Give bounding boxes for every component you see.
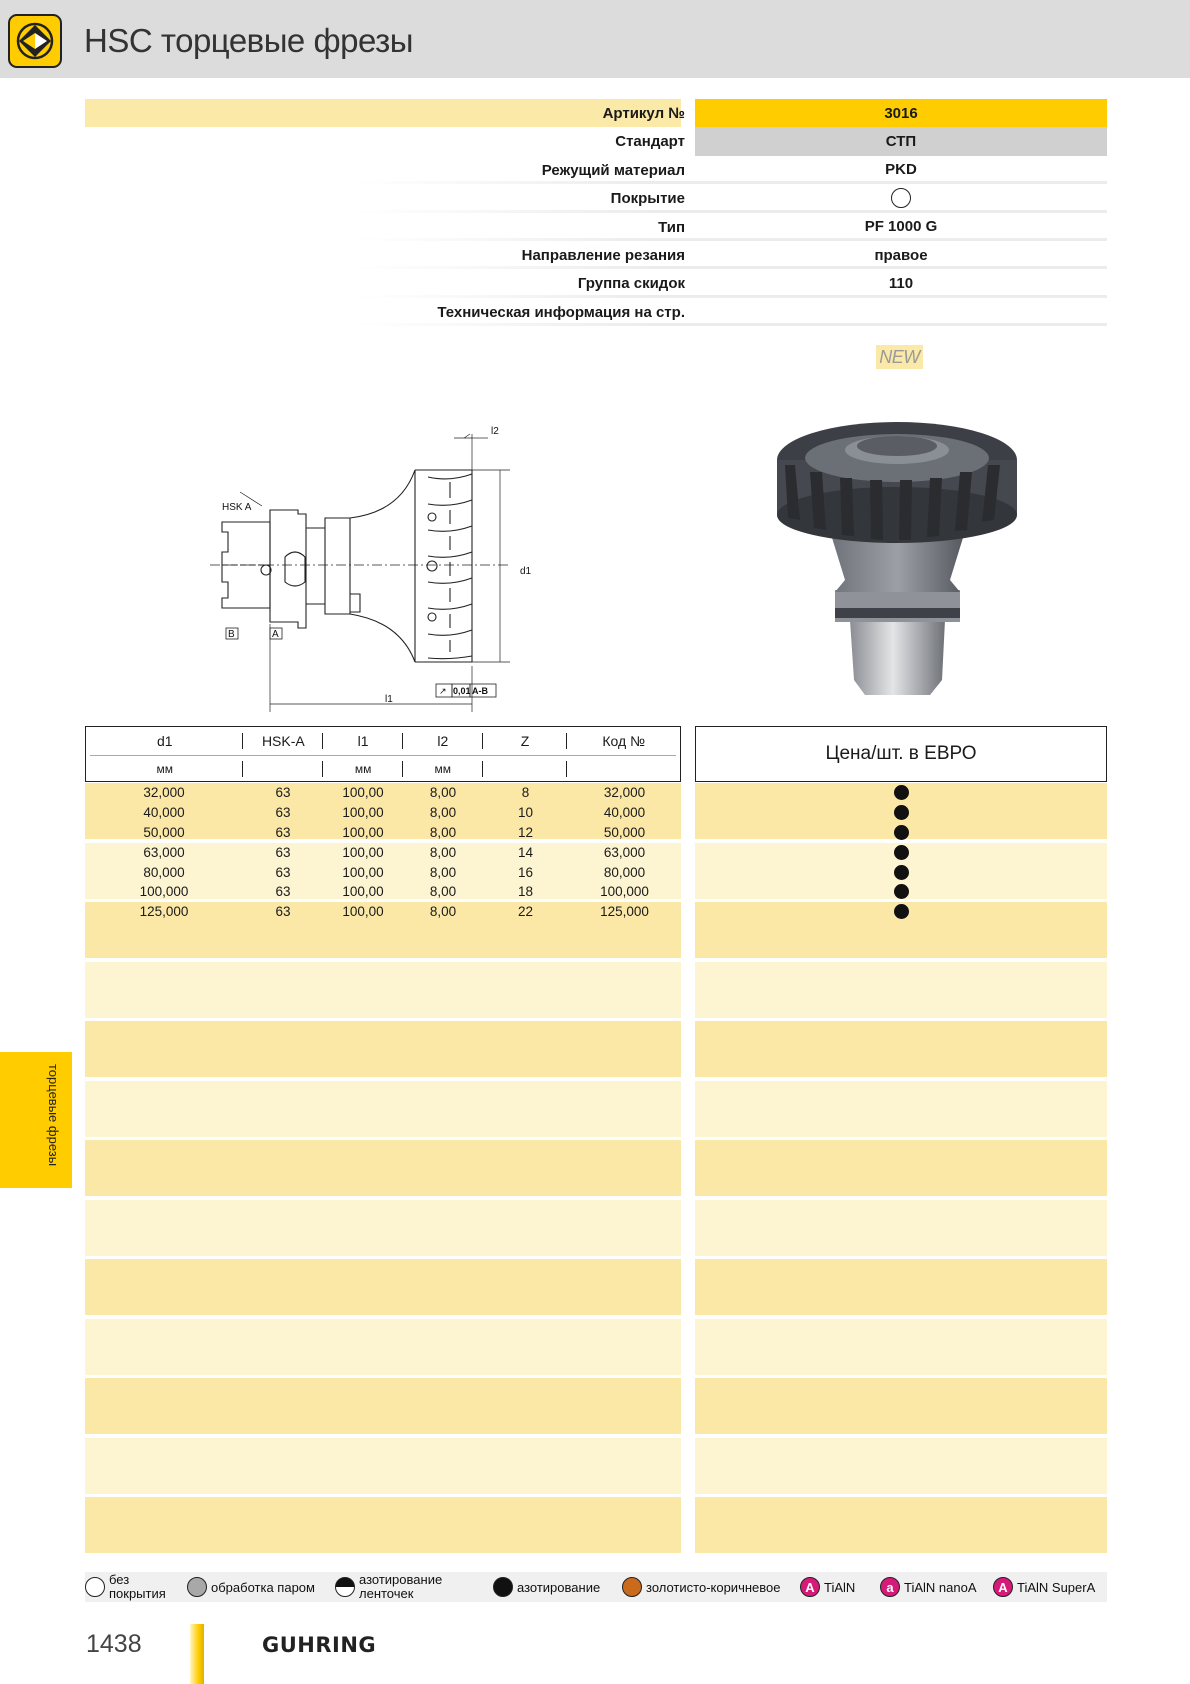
spec-row-standard xyxy=(85,127,1107,155)
spec-value: PKD xyxy=(885,161,917,179)
table-cell: 40,000 xyxy=(603,805,646,821)
table-cell: 100,000 xyxy=(139,884,189,900)
availability-row xyxy=(695,882,1107,902)
table-band xyxy=(695,1140,1107,1196)
table-cell: 100,00 xyxy=(342,785,384,801)
badge-A-icon: A xyxy=(993,1577,1013,1597)
table-cell: 80,000 xyxy=(143,864,185,880)
page-title: HSC торцевые фрезы xyxy=(84,22,413,59)
spec-value: PF 1000 G xyxy=(864,218,938,236)
footer-accent-bar xyxy=(190,1624,204,1684)
availability-row xyxy=(695,803,1107,823)
table-cell: 63 xyxy=(275,884,291,900)
table-cell: 32,000 xyxy=(603,785,646,801)
column-unit: мм xyxy=(86,755,243,783)
table-row xyxy=(85,862,681,882)
spec-value: 110 xyxy=(888,275,914,293)
table-cell: 8,00 xyxy=(429,785,457,801)
table-band xyxy=(85,1081,681,1137)
badge-A-icon: A xyxy=(800,1577,820,1597)
table-cell: 100,00 xyxy=(342,864,384,880)
spec-label: Режущий материал xyxy=(541,161,685,179)
table-cell: 50,000 xyxy=(603,824,646,840)
available-dot-icon xyxy=(894,785,909,800)
table-cell: 100,000 xyxy=(600,884,649,900)
table-row xyxy=(85,882,681,902)
table-cell: 8 xyxy=(521,785,530,801)
available-dot-icon xyxy=(894,884,909,899)
table-cell: 12 xyxy=(517,824,534,840)
spec-value: правое xyxy=(874,246,928,264)
availability-row xyxy=(695,842,1107,862)
table-row xyxy=(85,783,681,803)
legend-label: TiAlN SuperA xyxy=(1017,1579,1096,1595)
table-cell: 63 xyxy=(275,864,291,880)
column-unit: мм xyxy=(323,755,403,783)
guhring-logo-icon xyxy=(8,14,62,68)
table-band xyxy=(85,1497,681,1553)
legend-label: TiAlN xyxy=(824,1579,856,1595)
hsk-label: HSK A xyxy=(222,502,252,513)
table-cell: 8,00 xyxy=(429,805,457,821)
legend-label: азотирование ленточек xyxy=(359,1572,443,1601)
table-cell: 14 xyxy=(517,844,534,860)
table-cell: 100,00 xyxy=(342,884,384,900)
spec-label: Тип xyxy=(658,218,685,236)
table-row xyxy=(85,823,681,843)
spec-value: СТП xyxy=(695,127,1107,155)
legend-label: золотисто-коричневое xyxy=(646,1579,781,1595)
legend-label: обработка паром xyxy=(211,1579,315,1595)
table-band xyxy=(695,1081,1107,1137)
column-header: Код № xyxy=(602,733,646,749)
section-tab-label: торцевые фрезы xyxy=(46,1064,61,1167)
column-unit xyxy=(243,755,323,783)
table-cell: 100,00 xyxy=(342,824,384,840)
l1-label: l1 xyxy=(385,694,393,705)
column-unit: мм xyxy=(403,755,483,783)
table-cell: 18 xyxy=(517,884,534,900)
spec-row-material xyxy=(85,156,1107,184)
availability-row xyxy=(695,862,1107,882)
spec-label: Направление резания xyxy=(521,246,685,264)
table-cell: 8,00 xyxy=(429,824,457,840)
legend-item xyxy=(493,1572,600,1602)
column-header: d1 xyxy=(86,727,243,755)
table-cell: 8,00 xyxy=(429,884,457,900)
spec-row-direction xyxy=(85,241,1107,269)
table-cell: 16 xyxy=(517,864,534,880)
product-photo xyxy=(770,420,1025,715)
circle-black-icon xyxy=(493,1577,513,1597)
table-cell: 80,000 xyxy=(603,864,646,880)
table-band xyxy=(695,1319,1107,1375)
table-band xyxy=(85,1259,681,1315)
legend-item xyxy=(187,1572,315,1602)
table-cell: 63 xyxy=(275,785,291,801)
table-cell: 63,000 xyxy=(603,844,646,860)
table-cell: 63 xyxy=(275,824,291,840)
spec-row-discount xyxy=(85,269,1107,297)
spec-row-type xyxy=(85,213,1107,241)
price-header: Цена/шт. в ЕВРО xyxy=(695,726,1107,782)
table-band xyxy=(85,1378,681,1434)
datum-a: A xyxy=(272,629,279,640)
header-row xyxy=(86,727,680,755)
table-cell: 100,00 xyxy=(342,904,384,920)
spec-label: Группа скидок xyxy=(577,275,685,293)
table-cell: 125,000 xyxy=(600,904,649,920)
column-header: Z xyxy=(483,727,568,755)
legend-item xyxy=(85,1572,179,1602)
l2-label: l2 xyxy=(491,426,499,437)
available-dot-icon xyxy=(894,845,909,860)
table-band xyxy=(85,1021,681,1077)
column-unit xyxy=(567,755,680,783)
table-cell: 32,000 xyxy=(143,785,185,801)
spec-table xyxy=(85,99,1107,326)
availability-column xyxy=(695,783,1107,922)
table-cell: 50,000 xyxy=(143,824,185,840)
legend-item xyxy=(880,1572,977,1602)
table-band xyxy=(85,962,681,1018)
table-row xyxy=(85,902,681,922)
available-dot-icon xyxy=(894,805,909,820)
spec-label: Покрытие xyxy=(610,190,685,208)
availability-row xyxy=(695,902,1107,922)
runout-symbol: ↗ xyxy=(439,686,447,696)
circle-brown-icon xyxy=(622,1577,642,1597)
legend-item xyxy=(335,1572,459,1602)
spec-label: Стандарт xyxy=(615,133,685,151)
brand-logo: GUHRING xyxy=(262,1633,377,1657)
table-cell: 8,00 xyxy=(429,864,457,880)
dimensions-table-header xyxy=(85,726,681,782)
table-row xyxy=(85,842,681,862)
available-dot-icon xyxy=(894,825,909,840)
table-band xyxy=(695,1497,1107,1553)
table-cell: 63 xyxy=(275,805,291,821)
spec-label: Техническая информация на стр. xyxy=(437,303,685,321)
column-header: HSK-A xyxy=(243,727,323,755)
legend-item xyxy=(800,1572,855,1602)
table-band xyxy=(695,1438,1107,1494)
tolerance-value: 0,01 xyxy=(453,686,471,696)
table-cell: 10 xyxy=(517,805,534,821)
spec-row-article xyxy=(85,99,1107,127)
table-cell: 22 xyxy=(517,904,534,920)
datum-b: B xyxy=(228,629,235,640)
circle-half-icon xyxy=(335,1577,355,1597)
legend-label: азотирование xyxy=(517,1579,601,1595)
legend-label: TiAlN nanoA xyxy=(904,1579,977,1595)
d1-label: d1 xyxy=(520,566,532,577)
column-header: l2 xyxy=(403,727,483,755)
table-band xyxy=(695,1378,1107,1434)
legend-item xyxy=(993,1572,1095,1602)
table-cell: 100,00 xyxy=(342,805,384,821)
table-band xyxy=(695,1259,1107,1315)
legend-label: без покрытия xyxy=(109,1572,166,1601)
page-number: 1438 xyxy=(86,1630,142,1658)
table-cell: 63,000 xyxy=(143,844,185,860)
table-cell: 8,00 xyxy=(429,844,457,860)
availability-row xyxy=(695,783,1107,803)
table-row xyxy=(85,803,681,823)
table-band xyxy=(85,1319,681,1375)
column-header: l1 xyxy=(323,727,403,755)
header-bar xyxy=(0,0,1190,78)
table-band xyxy=(695,962,1107,1018)
uncoated-circle-icon xyxy=(891,188,911,208)
table-cell: 63 xyxy=(275,904,291,920)
tolerance-ref: A-B xyxy=(472,686,488,696)
table-band xyxy=(85,1140,681,1196)
table-band xyxy=(695,1200,1107,1256)
coating-legend xyxy=(85,1572,1107,1602)
table-cell: 125,000 xyxy=(139,904,189,920)
table-band xyxy=(85,1438,681,1494)
circle-open-icon xyxy=(85,1577,105,1597)
spec-label: Артикул № xyxy=(602,105,685,122)
table-band xyxy=(695,1021,1107,1077)
available-dot-icon xyxy=(894,865,909,880)
column-unit xyxy=(483,755,568,783)
table-cell: 40,000 xyxy=(143,805,185,821)
technical-drawing xyxy=(210,422,550,712)
section-tab xyxy=(0,1052,72,1188)
availability-row xyxy=(695,823,1107,843)
spec-row-coating xyxy=(85,184,1107,212)
legend-item xyxy=(622,1572,780,1602)
table-cell: 8,00 xyxy=(429,904,457,920)
circle-grey-icon xyxy=(187,1577,207,1597)
table-band xyxy=(85,1200,681,1256)
table-cell: 63 xyxy=(275,844,291,860)
new-badge: NEW xyxy=(876,345,923,369)
badge-a-icon: a xyxy=(880,1577,900,1597)
spec-value xyxy=(695,298,1107,326)
units-row xyxy=(86,755,680,783)
available-dot-icon xyxy=(894,904,909,919)
spec-row-techinfo xyxy=(85,298,1107,326)
spec-value: 3016 xyxy=(695,99,1107,127)
table-cell: 100,00 xyxy=(342,844,384,860)
dimensions-table-body xyxy=(85,783,681,922)
